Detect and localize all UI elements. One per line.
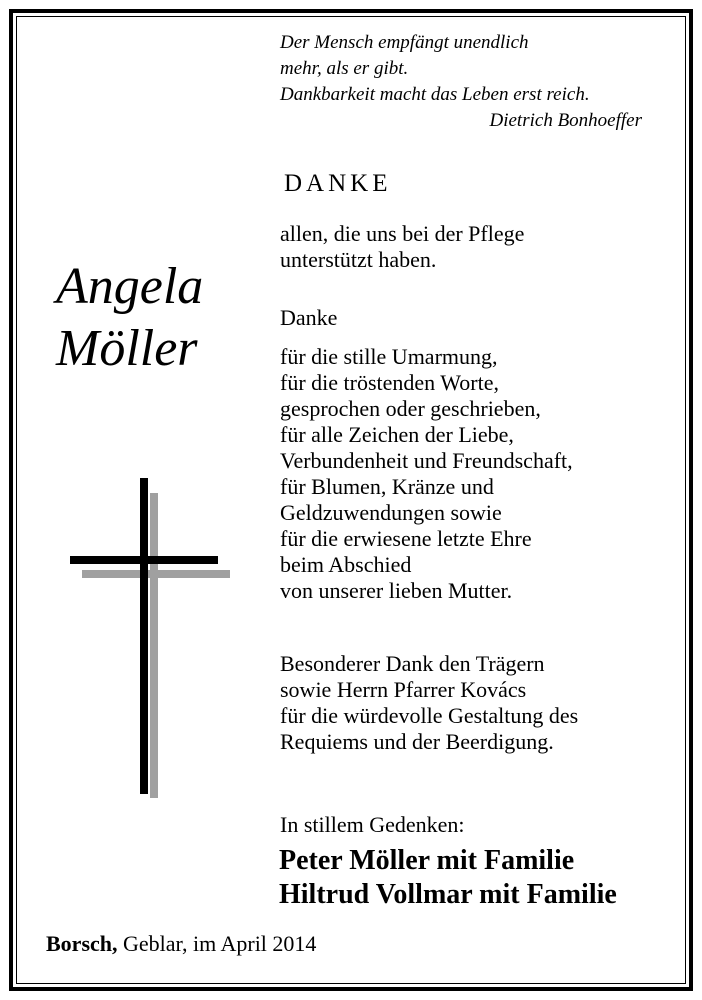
text-line: von unserer lieben Mutter. (280, 578, 513, 603)
text-line: allen, die uns bei der Pflege (280, 221, 525, 246)
cross-horizontal (70, 556, 218, 564)
text-line: für alle Zeichen der Liebe, (280, 422, 514, 447)
text-line: für die tröstenden Worte, (280, 370, 499, 395)
text-line: für Blumen, Kränze und (280, 474, 494, 499)
text-line: Geldzuwendungen sowie (280, 500, 502, 525)
quote-line: Der Mensch empfängt unendlich (280, 32, 529, 53)
thanks-care-paragraph (280, 221, 680, 273)
special-thanks-paragraph (280, 651, 680, 755)
text-line: für die würdevolle Gestaltung des (280, 703, 579, 728)
text-line: für die erwiesene letzte Ehre (280, 526, 532, 551)
quote-line: Dankbarkeit macht das Leben erst reich. (280, 84, 590, 105)
cross-vertical (140, 478, 148, 794)
cross-icon (66, 478, 236, 798)
text-line: In stillem Gedenken: (280, 812, 465, 837)
signature-line: Hiltrud Vollmar mit Familie (279, 879, 617, 910)
danke-heading: DANKE (284, 170, 392, 197)
danke-line (280, 305, 680, 331)
first-name: Angela (56, 258, 204, 315)
quote-block (280, 30, 660, 134)
text-line: beim Abschied (280, 552, 412, 577)
last-name: Möller (56, 320, 198, 377)
text-line: Besonderer Dank den Trägern (280, 651, 545, 676)
place-town: Borsch, (46, 931, 118, 956)
text-line: Verbundenheit und Freundschaft, (280, 448, 573, 473)
place-date-rest: Geblar, im April 2014 (123, 931, 317, 956)
text-line: sowie Herrn Pfarrer Kovács (280, 677, 527, 702)
text-line: Requiems und der Beerdigung. (280, 729, 554, 754)
thanks-list-paragraph (280, 344, 680, 604)
quote-line: mehr, als er gibt. (280, 58, 409, 79)
cross-shadow-horizontal (82, 570, 230, 578)
quote-author: Dietrich Bonhoeffer (489, 110, 642, 131)
closing-line (280, 812, 680, 838)
text-line: für die stille Umarmung, (280, 344, 498, 369)
text-line: Danke (280, 305, 338, 330)
deceased-name (56, 256, 203, 380)
text-line: gesprochen oder geschrieben, (280, 396, 541, 421)
cross-shadow-vertical (150, 493, 158, 798)
signature-line: Peter Möller mit Familie (279, 845, 575, 876)
text-line: unterstützt haben. (280, 247, 437, 272)
place-date (46, 931, 316, 957)
signatures (279, 844, 617, 912)
